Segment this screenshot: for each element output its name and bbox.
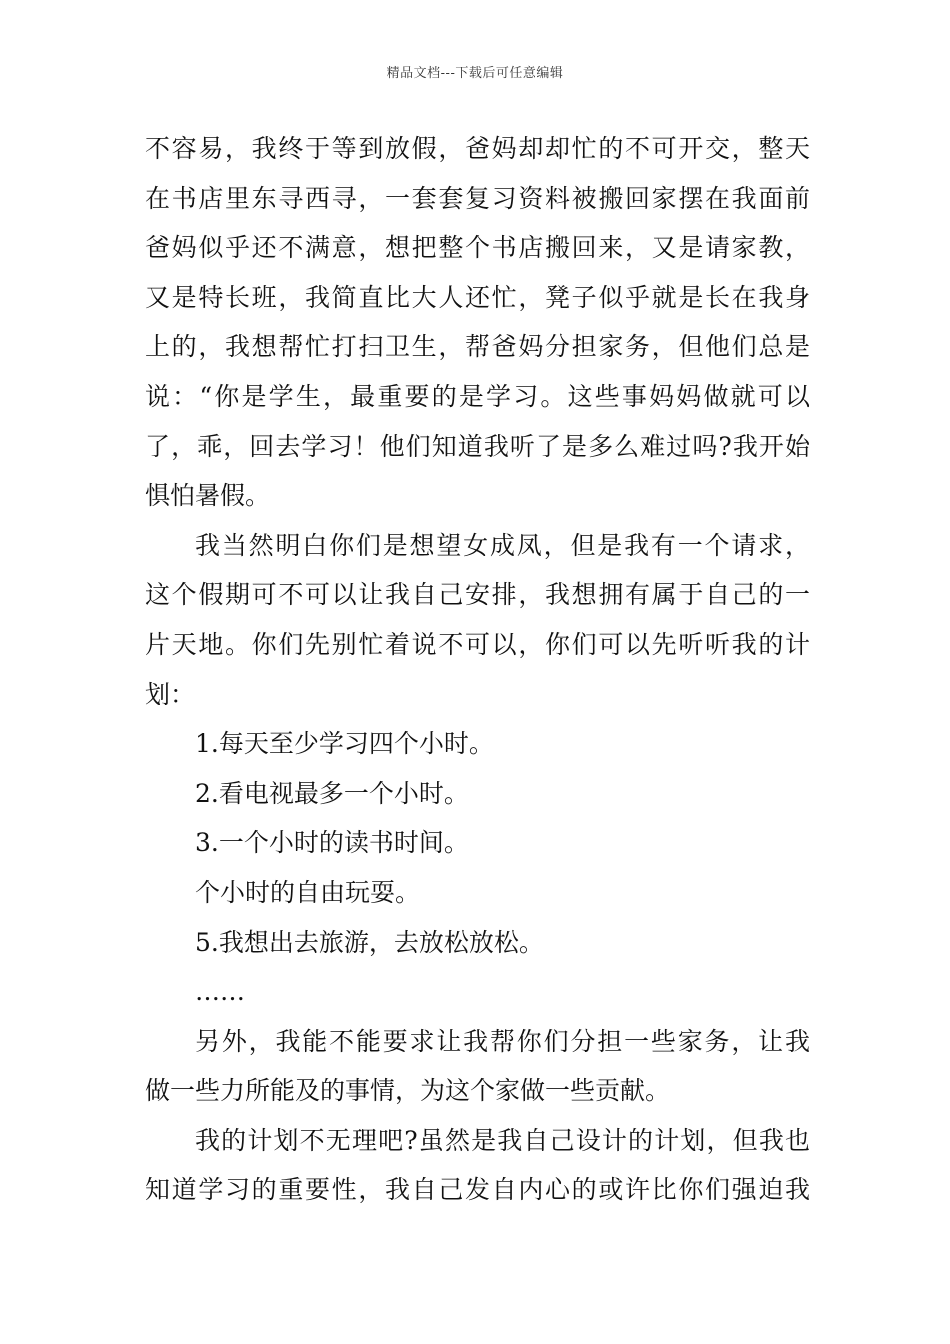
- list-item: 1.每天至少学习四个小时。: [195, 729, 494, 759]
- paragraph-line: 片天地。你们先别忙着说不可以，你们可以先听听我的计: [145, 629, 810, 659]
- paragraph-line: 这个假期可不可以让我自己安排，我想拥有属于自己的一: [145, 580, 810, 610]
- paragraph-2: [145, 521, 810, 719]
- paragraph-line: 爸妈似乎还不满意，想把整个书店搬回来，又是请家教，: [145, 233, 810, 263]
- list-item: 2.看电视最多一个小时。: [195, 778, 469, 808]
- paragraph-line: 说：“你是学生，最重要的是学习。这些事妈妈做就可以: [145, 381, 810, 411]
- list-item: 5.我想出去旅游，去放松放松。: [195, 927, 544, 957]
- paragraph-line: 惧怕暑假。: [145, 481, 271, 511]
- paragraph-line: 我当然明白你们是想望女成凤，但是我有一个请求，: [195, 530, 810, 560]
- paragraph-line: 了，乖，回去学习！他们知道我听了是多么难过吗?我开始: [145, 431, 810, 461]
- paragraph-line: 上的，我想帮忙打扫卫生，帮爸妈分担家务，但他们总是: [145, 332, 810, 362]
- paragraph-line: 知道学习的重要性，我自己发自内心的或许比你们强迫我: [145, 1175, 810, 1205]
- paragraph-line: 又是特长班，我简直比大人还忙，凳子似乎就是长在我身: [145, 282, 810, 312]
- paragraph-4: [145, 1116, 810, 1215]
- paragraph-line: 另外，我能不能要求让我帮你们分担一些家务，让我: [195, 1026, 810, 1056]
- page-header: 精品文档---下载后可任意编辑: [386, 66, 564, 81]
- list-item: 个小时的自由玩耍。: [195, 877, 421, 907]
- paragraph-3: [145, 1017, 810, 1116]
- paragraph-line: 我的计划不无理吧?虽然是我自己设计的计划，但我也: [195, 1125, 810, 1155]
- paragraph-line: 做一些力所能及的事情，为这个家做一些贡献。: [145, 1076, 671, 1106]
- paragraph-line: 划：: [145, 679, 196, 709]
- paragraph-line: 不容易，我终于等到放假，爸妈却却忙的不可开交，整天: [145, 134, 810, 163]
- list-item: ……: [195, 977, 245, 1007]
- paragraph-line: 在书店里东寻西寻，一套套复习资料被搬回家摆在我面前: [145, 183, 810, 213]
- list-item: 3.一个小时的读书时间。: [195, 828, 469, 858]
- document-body: [145, 124, 810, 1215]
- plan-list: [145, 719, 810, 1017]
- paragraph-1: [145, 124, 810, 521]
